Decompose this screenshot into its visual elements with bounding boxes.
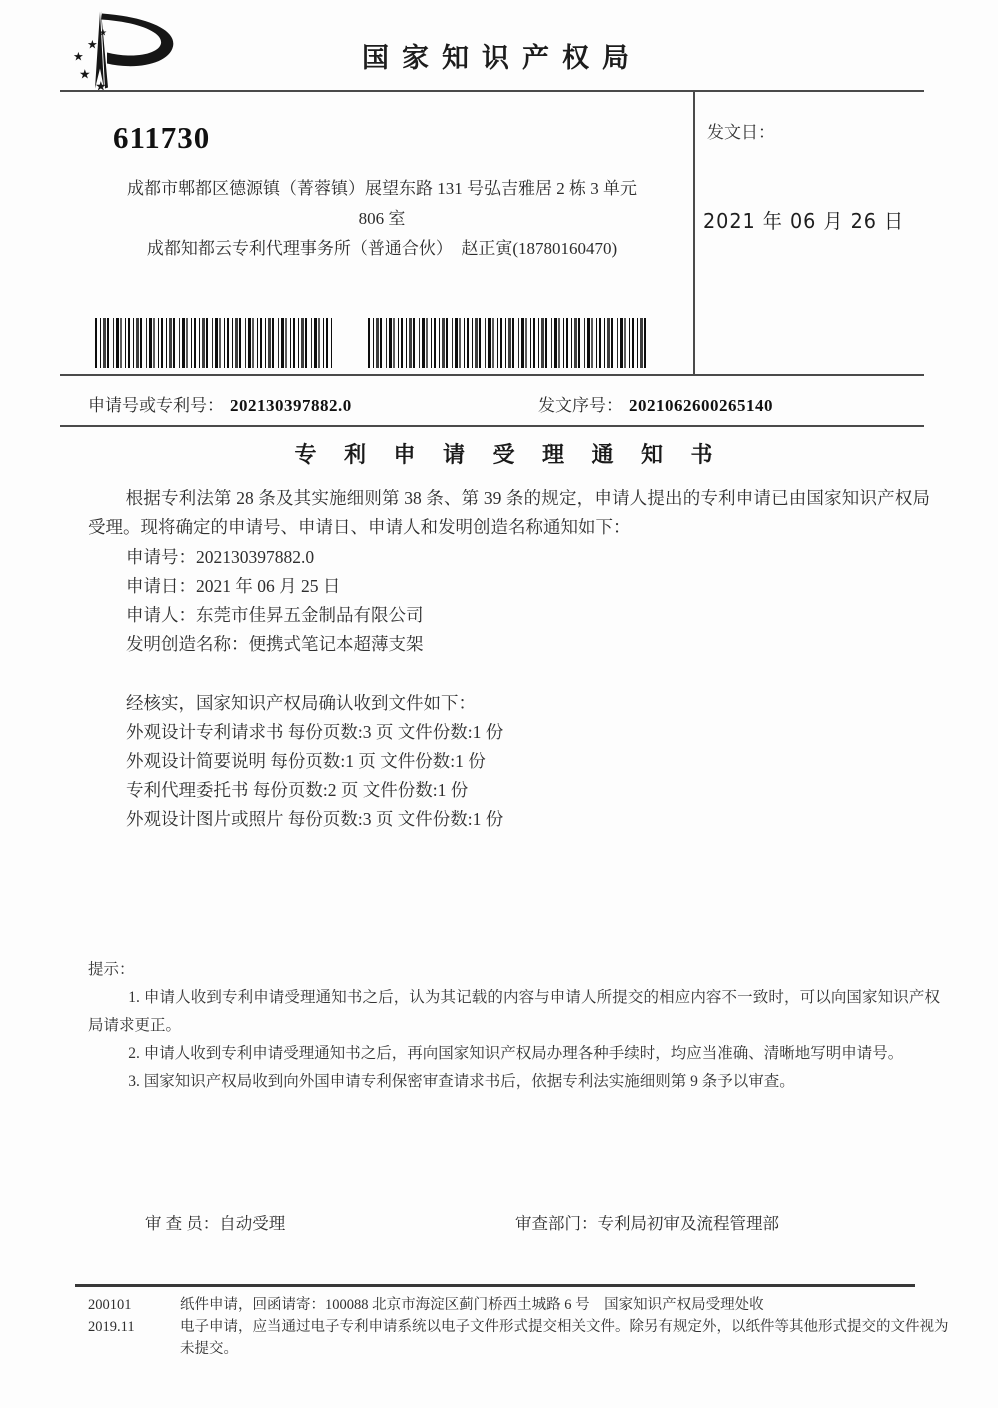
issue-date-value: 2021 年 06 月 26 日 (703, 209, 905, 233)
svg-text:★: ★ (87, 37, 98, 52)
footer-electronic-note: 电子申请，应当通过电子专利申请系统以电子文件形式提交相关文件。除另有规定外，以纸件等其他形式提交的文件视为未提交。 (180, 1319, 949, 1357)
svg-text:★: ★ (73, 49, 84, 64)
hint-item: 2. 申请人收到专利申请受理通知书之后，再向国家知识产权局办理各种手续时，均应当准确、清晰地写明申请号。 (128, 1045, 904, 1062)
examiner-pair (145, 1214, 285, 1233)
received-documents-block (88, 689, 930, 834)
field-applicant: 申请人：东莞市佳昇五金制品有限公司 (126, 605, 424, 625)
department-pair (515, 1210, 779, 1234)
footer-notes (88, 1294, 958, 1360)
field-invention-name: 发明创造名称：便携式笔记本超薄支架 (126, 634, 424, 654)
address-line-1: 成都市郫都区德源镇（菁蓉镇）展望东路 131 号弘吉雅居 2 栋 3 单元 (127, 179, 637, 198)
cnipa-emblem-icon (65, 6, 180, 92)
document-item: 外观设计简要说明 每份页数:1 页 文件份数:1 份 (126, 751, 486, 771)
address-line-2: 806 室 (358, 209, 406, 228)
footer-paper-note: 纸件申请，回函请寄：100088 北京市海淀区蓟门桥西土城路 6 号 国家知识产权局受理处收 (180, 1297, 764, 1313)
footer-rule (75, 1284, 915, 1287)
signoff-row (88, 1210, 930, 1234)
application-number-value: 202130397882.0 (230, 396, 352, 415)
hint-item: 3. 国家知识产权局收到向外国申请专利保密审查请求书后，依据专利法实施细则第 9 条予以审查。 (128, 1073, 795, 1090)
department-label: 审查部门： (515, 1214, 598, 1233)
mailing-code: 611730 (113, 120, 211, 155)
verification-intro: 经核实，国家知识产权局确认收到文件如下： (126, 693, 476, 713)
field-application-number: 申请号：202130397882.0 (126, 547, 315, 567)
application-number-label: 申请号或专利号： (88, 396, 224, 415)
svg-text:★: ★ (79, 67, 91, 83)
application-number-pair (88, 396, 352, 415)
serial-number-pair (538, 391, 773, 416)
notice-body (88, 440, 930, 834)
notice-title: 专 利 申 请 受 理 通 知 书 (294, 442, 724, 467)
barcode-application (95, 318, 332, 368)
mid-rule (60, 374, 924, 376)
field-application-date: 申请日：2021 年 06 月 25 日 (126, 576, 341, 596)
serial-number-value: 2021062600265140 (629, 396, 773, 415)
svg-text:★: ★ (95, 79, 107, 92)
barcode-serial (368, 318, 648, 368)
agency-title: 国家知识产权局 (362, 43, 642, 73)
reference-row (88, 391, 930, 416)
document-item: 外观设计专利请求书 每份页数:3 页 文件份数:1 份 (126, 722, 504, 742)
examiner-value: 自动受理 (219, 1214, 286, 1233)
hint-item: 1. 申请人收到专利申请受理通知书之后，认为其记载的内容与申请人所提交的相应内容不一致时，可以向国家知识产权局请求更正。 (88, 989, 940, 1034)
application-fields (88, 543, 930, 659)
hints-section (88, 956, 940, 1096)
agent-line: 成都知都云专利代理事务所（普通合伙） 赵正寅(18780160470) (146, 239, 618, 258)
footer-text-column (180, 1294, 958, 1360)
document-item: 外观设计图片或照片 每份页数:3 页 文件份数:1 份 (126, 809, 504, 829)
examiner-label: 审 查 员： (145, 1214, 220, 1233)
header-divider (693, 91, 695, 375)
form-code-column: 200101 2019.11 (88, 1297, 135, 1335)
notice-intro: 根据专利法第 28 条及其实施细则第 38 条、第 39 条的规定，申请人提出的专利申请已由国家知识产权局受理。现将确定的申请号、申请日、申请人和发明创造名称通知如下： (88, 488, 930, 537)
recipient-address (100, 174, 664, 264)
document-item: 专利代理委托书 每份页数:2 页 文件份数:1 份 (126, 780, 469, 800)
low-rule (60, 425, 924, 427)
issue-date-label: 发文日： (707, 123, 775, 142)
serial-number-label: 发文序号： (538, 396, 623, 415)
svg-text:★: ★ (99, 28, 108, 39)
hints-label: 提示： (88, 961, 135, 978)
header-rule (60, 90, 924, 92)
department-value: 专利局初审及流程管理部 (597, 1214, 779, 1233)
